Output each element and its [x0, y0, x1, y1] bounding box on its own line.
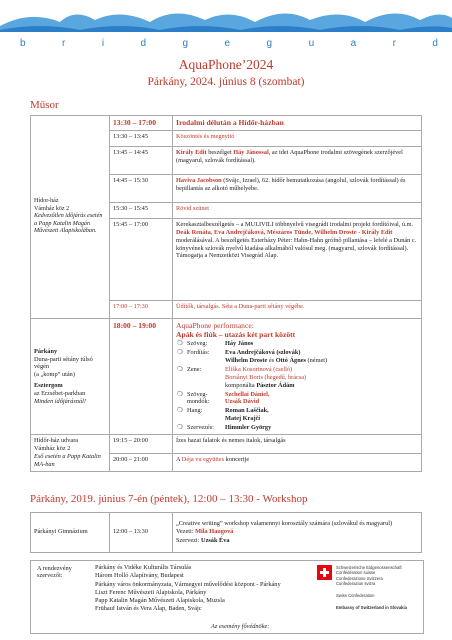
credit-role: Fordítás: [187, 349, 210, 357]
organizer-item: Liszt Ferenc Művészeti Alapiskola, Párkány [95, 588, 207, 596]
event-cell: Irodalmi délután a Hídőr-házban [173, 116, 422, 131]
venue3-cell [31, 435, 110, 471]
time-cell: 15:30 – 15:45 [110, 203, 173, 219]
swiss-embassy: Embassy of Switzerland in Slovakia [336, 605, 407, 610]
workshop-desc: „Creative writing” workshop valamennyi korosztály számára (szlovákul és magyarul) [176, 520, 393, 528]
credit-line: Pásztor Ádám [256, 381, 295, 389]
swiss-line: Schweizerische Eidgenossenschaft [336, 565, 402, 570]
credit-value [224, 390, 418, 407]
swiss-flag-icon [317, 565, 332, 580]
bullet-icon: ❍ [177, 424, 183, 432]
event-cell [173, 147, 422, 175]
event-cell [173, 453, 422, 471]
event-text: , az idei AquaPhone irodalmi szövegének szerzőjével (magyarul, szlovák fordítással). [176, 149, 403, 164]
organizer-item: Frühauf István és Vera Alap, Baden, Svájc [95, 605, 202, 613]
workshop-heading: Párkány, 2019. június 7-én (péntek), 12:00 – 13:30 - Workshop [30, 493, 308, 505]
org-label: Szervezi: [176, 536, 200, 544]
workshop-venue: Párkányi Gimnázium [31, 513, 110, 553]
guest-name: Háy Jánossal [233, 149, 269, 156]
credit-value [224, 407, 418, 424]
time-cell: 20:00 – 21:00 [110, 453, 173, 471]
time-cell: 13:30 – 17:00 [110, 116, 173, 131]
organizer-item: Párkány város önkormányzata, Vármegyei művelődési központ - Párkány [95, 580, 281, 588]
credit-line: Matej Krajčí [225, 415, 261, 423]
wordmark-letter: b [20, 38, 26, 49]
page-subtitle: Párkány, 2024. június 8 (szombat) [147, 76, 305, 88]
venue2-place: Duna-parti sétány túlsó végén [34, 355, 93, 371]
venue3-note: Eső esetén a Papp Katalin MA-ban [34, 453, 101, 468]
wordmark-letter: g [266, 38, 273, 49]
event-cell [173, 219, 422, 301]
credit-line: Eva Andrejčáková (szlovák) [225, 349, 301, 357]
wordmark-letter: r [62, 38, 66, 49]
time-cell: 17:00 – 17:30 [110, 301, 173, 319]
organizers-box [30, 560, 424, 634]
credits-table [176, 340, 418, 432]
event-cell: Köszöntés és megnyitó [173, 131, 422, 147]
workshop-desc-cell [173, 513, 422, 553]
performance-head: AquaPhone performance: [176, 321, 254, 330]
wordmark-letter: i [101, 38, 105, 49]
leader-label: Vezeti: [176, 528, 194, 536]
event-text: Kerekasztalbeszélgetés – a MULIVILI többnyelvű visegrádi irodalmi projekt fordítóival, ú.m. [176, 221, 414, 228]
credit-line: Uzsák Dávid [225, 398, 260, 406]
time-cell: 13:45 – 14:45 [110, 147, 173, 175]
event-text: A [176, 455, 182, 463]
swiss-confederation: Swiss Confederation [336, 593, 375, 598]
organizer-item: Párkány és Vidéke Kulturális Társulás [95, 564, 192, 571]
wordmark-letter: d [140, 38, 147, 49]
credit-line: Borsányi Boris (hegedű, brácsa) [225, 373, 307, 381]
credit-line: komponálta [225, 381, 257, 389]
event-cell: Üdítők, társalgás. Séta a Duna-parti sétány végébe. [173, 301, 422, 319]
credit-role: Hang: [187, 407, 203, 415]
bridgeguard-wordmark [20, 38, 438, 49]
leader-name: Mila Haugová [195, 528, 234, 536]
venue1-address: Vámház köz 2 [34, 205, 70, 212]
org-name: Uzsák Éva [201, 536, 230, 544]
venue3-address: Vámház köz 2 [34, 445, 71, 453]
header-waves [0, 0, 452, 36]
event-cell: Rövid szünet [173, 203, 422, 219]
time-cell: 19:15 – 20:00 [110, 435, 173, 453]
panel-names: Deák Renáta, Eva Andrejčáková, Mészáros Tünde, Wilhelm Droste - Király Edit [176, 228, 393, 236]
venue1-note: Kedvezőtlen időjárás esetén a Papp Katalin Magán Művészeti Alapiskolában. [34, 213, 103, 235]
event-cell [173, 175, 422, 203]
swiss-line: Confédération suisse [336, 570, 376, 576]
credit-value: Himmler György [225, 424, 272, 432]
swiss-line: Confederaziun svizra [336, 580, 376, 586]
time-cell: 18:00 – 19:00 [110, 319, 173, 435]
wordmark-letter: u [308, 38, 315, 49]
bullet-icon: ❍ [177, 366, 183, 374]
event-cell: Ízes hazai falatok és nemes italok, társalgás [173, 435, 422, 453]
venue2-place2: (a „komp” után) [34, 371, 75, 379]
credit-line: (német) [305, 357, 328, 365]
performance-title: Apák és fiúk – utazás két part között [176, 330, 296, 340]
venue1-cell [31, 116, 110, 319]
venue2-place3: az Erzsébet-parkban [34, 390, 86, 397]
credit-role: Szervezés: [187, 424, 214, 432]
patron-label: Az esemény fővédnöke: [211, 623, 270, 630]
credit-line: és [267, 357, 276, 365]
event-text: moderálásával. A beszélgetés Esterházy Péter: Hahn-Hahn grófnő pillantása – lefelé a Dunán c. könyvének szlovák nyelvű kiadása alkalmából valósul meg. (magyarul, szlovák fordítással). Támogatja a Nemzetközi Visegrád Alap. [176, 236, 417, 260]
workshop-time: 12:00 – 13:30 [110, 513, 173, 553]
credit-value: Háy János [225, 340, 254, 348]
bullet-icon: ❍ [177, 390, 183, 398]
page-title: AquaPhone’2024 [178, 57, 274, 72]
venue1-name: Hídor-ház [34, 197, 59, 204]
band-name: Déja vu együttes [181, 455, 225, 463]
venue2-cell [31, 319, 110, 435]
credit-line: Ottó Ágnes [275, 357, 306, 365]
bullet-icon: ❍ [177, 340, 183, 348]
wordmark-letter: e [224, 38, 231, 49]
wordmark-letter: d [432, 38, 438, 49]
credit-role: Szöveg: [187, 340, 208, 348]
time-cell: 14:45 – 15:30 [110, 175, 173, 203]
performance-cell [173, 319, 422, 435]
credit-line: Szchellai Dániel, [225, 390, 270, 398]
venue2-label: Párkány [34, 347, 58, 355]
venue2-label2: Esztergom [34, 382, 63, 390]
venue2-note: Minden időjárásnál! [34, 397, 86, 405]
credit-value [224, 349, 418, 366]
program-heading: Műsor [30, 99, 59, 111]
organizer-item: Három Holló Alapítvány, Budapest [95, 572, 184, 580]
guest-name: Haviva Jacobson [176, 177, 222, 184]
credit-value [224, 366, 418, 391]
bullet-icon: ❍ [177, 349, 183, 357]
organizer-item: Papp Katalin Magán Művészeti Alapiskola, Muzsla [95, 597, 225, 605]
wordmark-letter: a [350, 38, 357, 49]
credit-line: Roman Laščiak, [225, 407, 269, 415]
credit-role: Szöveg-mondók: [187, 390, 210, 406]
venue3-name: Hídőr-ház udvara [34, 437, 79, 445]
swiss-line: Confederazione Svizzera [336, 575, 383, 581]
organizers-list [95, 564, 305, 614]
event-text: (Svájc, Izrael), 62. hídőr bemutatkozása (angolul, szlovák fordítással) és bepillantás az alkotó műhelyébe. [176, 177, 406, 192]
credit-line: Wilhelm Droste [225, 357, 268, 365]
wordmark-letter: r [392, 38, 396, 49]
swiss-lines [336, 565, 402, 586]
program-table [30, 115, 422, 472]
host-name: Király Edit [176, 149, 207, 156]
organizers-label: A rendezvény szervezői: [37, 565, 72, 579]
time-cell: 15:45 – 17:00 [110, 219, 173, 301]
time-cell: 13:30 – 13:45 [110, 131, 173, 147]
workshop-table [30, 512, 422, 553]
event-text: beszélget [206, 149, 234, 156]
wordmark-letter: g [182, 38, 189, 49]
credit-role: Zene: [187, 366, 202, 374]
bullet-icon: ❍ [177, 407, 183, 415]
event-text: koncertje [224, 455, 250, 463]
credit-line: Eliška Kosorinová (cselló) [225, 366, 293, 374]
